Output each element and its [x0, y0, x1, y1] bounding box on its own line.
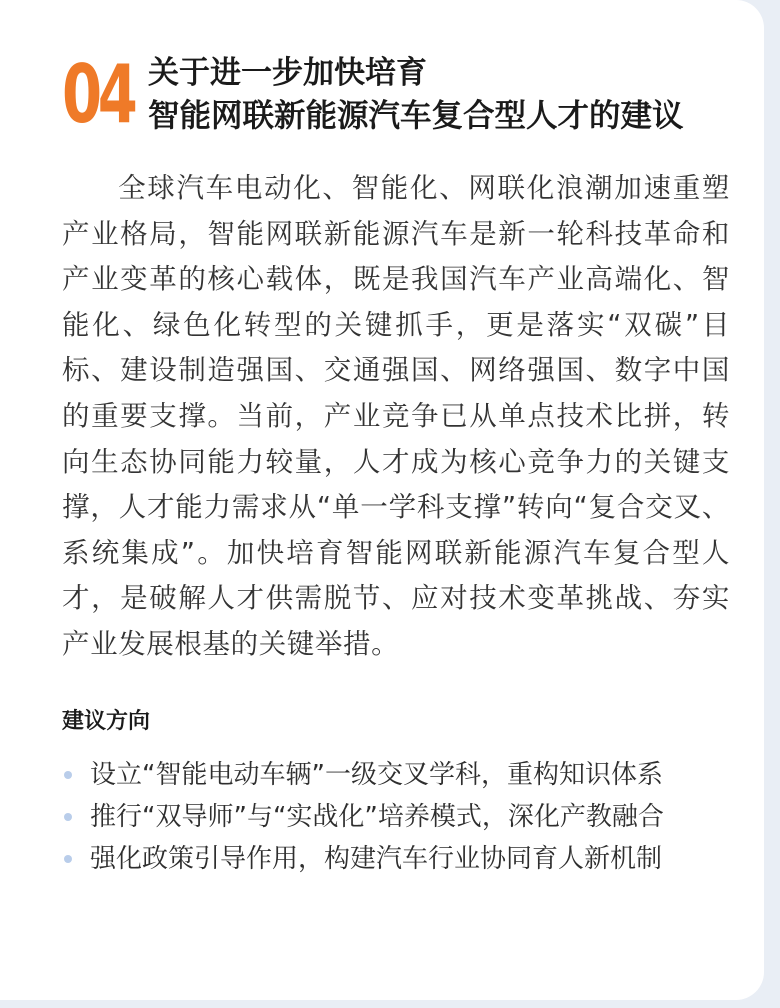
bullet-dot-icon: [64, 855, 72, 863]
list-item: [62, 754, 664, 796]
list-item-text: 强化政策引导作用，构建汽车行业协同育人新机制: [90, 844, 663, 874]
section-number: 04: [62, 48, 134, 141]
list-item-text: 设立“智能电动车辆”一级交叉学科，重构知识体系: [90, 760, 663, 790]
bullet-dot-icon: [64, 813, 72, 821]
list-item-text: 推行“双导师”与“实战化”培养模式，深化产教融合: [90, 802, 664, 832]
list-item: [62, 796, 664, 838]
body-paragraph: [62, 166, 730, 668]
body-paragraph-text: 全球汽车电动化、智能化、网联化浪潮加速重塑产业格局，智能网联新能源汽车是新一轮科技革命和产业变革的核心载体，既是我国汽车产业高端化、智能化、绿色化转型的关键抓手，更是落实“双碳”目标、建设制造强国、交通强国、网络强国、数字中国的重要支撑。当前，产业竞争已从单点技术比拼，转向生态协同能力较量，人才成为核心竞争力的关键支撑，人才能力需求从“单一学科支撑”转向“复合交叉、系统集成”。加快培育智能网联新能源汽车复合型人才，是破解人才供需脱节、应对技术变革挑战、夯实产业发展根基的关键举措。: [62, 172, 730, 660]
bullet-dot-icon: [64, 771, 72, 779]
suggestions-heading: 建议方向: [62, 709, 151, 734]
list-item: [62, 838, 664, 880]
suggestions-list: [62, 754, 664, 880]
section-title-line-1: 关于进一步加快培育: [148, 55, 427, 91]
section-title-line-2: 智能网联新能源汽车复合型人才的建议: [148, 98, 684, 134]
